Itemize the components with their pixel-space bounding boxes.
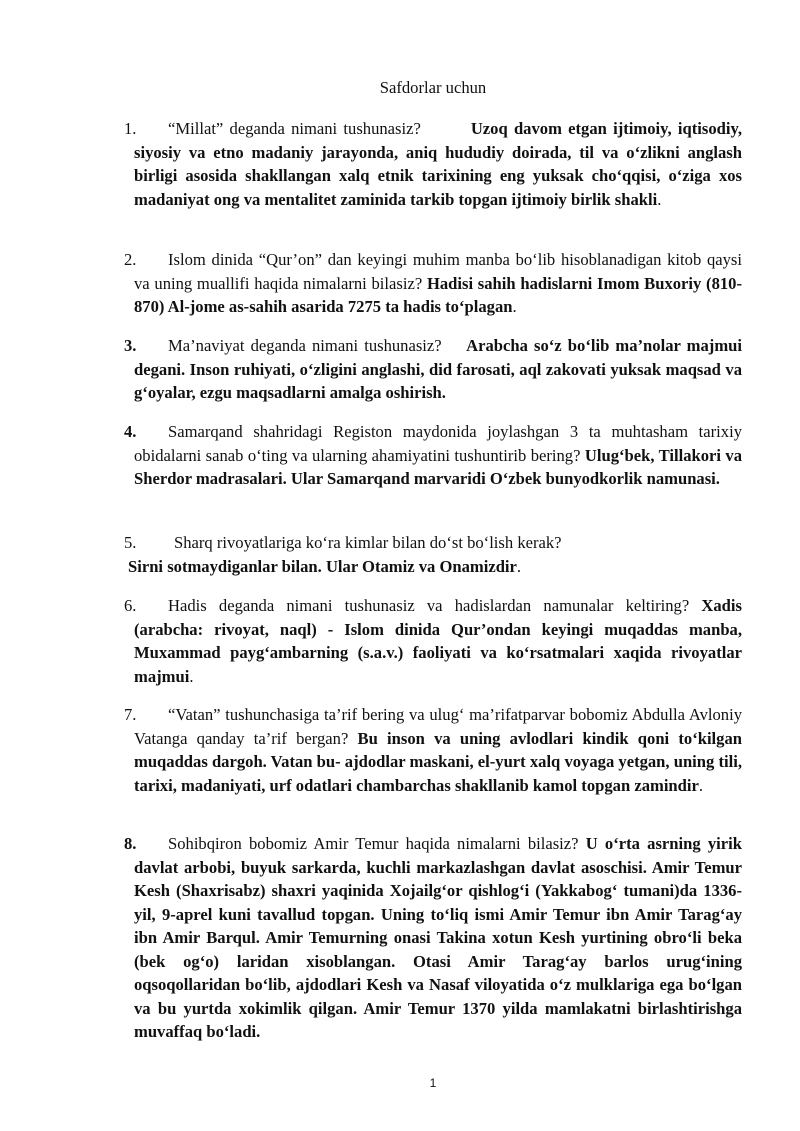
answer-text: Hadisi sahih hadislarni Imom Buxoriy (810-870) Al-jome as-sahih asarida 7275 ta hadis to‘plagan — [134, 273, 742, 316]
answer-tail: . — [512, 297, 517, 316]
question-item — [124, 117, 742, 211]
page-number: 1 — [429, 1076, 437, 1090]
answer-text: Xadis (arabcha: rivoyat, naql) - Islom dinida Qur’ondan keyingi muqaddas manba, Muxammad payg‘ambarning (s.a.v.) faoliyati va ko‘rsatmalari xaqida rivoyatlar majmui — [134, 596, 742, 686]
answer-tail: . — [516, 556, 522, 576]
item-number: 1. — [124, 119, 137, 138]
question-item — [124, 594, 742, 688]
question-text: Ma’naviyat deganda nimani tushunasiz? — [168, 336, 442, 355]
item-number: 2. — [124, 250, 137, 269]
item-number: 8. — [124, 834, 137, 853]
question-text: Hadis deganda nimani tushunasiz va hadislardan namunalar keltiring? — [168, 596, 690, 615]
question-text: Sharq rivoyatlariga ko‘ra kimlar bilan do‘st bo‘lish kerak? — [174, 533, 562, 552]
document-title: Safdorlar uchun — [379, 78, 487, 97]
answer-text: Arabcha so‘z bo‘lib ma’nolar majmui degani. Inson ruhiyati, o‘zligini anglashi, did farosati, aql zakovati yuksak maqsad va g‘oyalar, ezgu maqsadlarni amalga oshirish. — [134, 336, 742, 402]
item-number: 3. — [124, 336, 137, 355]
question-item — [124, 703, 742, 797]
question-item — [124, 420, 742, 491]
item-number: 5. — [124, 533, 137, 552]
question-item — [124, 531, 742, 578]
question-text: “Vatan” tushunchasiga ta’rif bering va ulug‘ ma’rifatparvar bobomiz Abdulla Avloniy Vatanga qanday ta’rif bergan? — [134, 705, 742, 748]
question-text: “Millat” deganda nimani tushunasiz? — [168, 119, 421, 138]
question-text: Samarqand shahridagi Registon maydonida joylashgan 3 ta muhtasham tarixiy obidalarni sanab o‘ting va ularning ahamiyatini tushuntirib bering? — [134, 422, 742, 465]
question-text: Sohibqiron bobomiz Amir Temur haqida nimalarni bilasiz? — [168, 834, 579, 853]
answer-tail: . — [189, 666, 194, 686]
answer-text: Uzoq davom etgan ijtimoiy, iqtisodiy, siyosiy va etno madaniy jarayonda, aniq hududiy doirada, til va o‘zlikni anglash birligi asosida shakllangan xalq etnik tarixining eng yuksak cho‘qqisi, o‘ziga xos madaniyat ong va mentalitet zaminida tarkib topgan ijtimoiy birlik shakli — [134, 119, 742, 209]
question-text: Islom dinida “Qur’on” dan keyingi muhim manba bo‘lib hisoblanadigan kitob qaysi va uning muallifi haqida nimalarni bilasiz? — [134, 250, 742, 293]
question-item — [124, 334, 742, 405]
answer-text: U o‘rta asrning yirik davlat arbobi, buyuk sarkarda, kuchli markazlashgan davlat asoschisi. Amir Temur Kesh (Shaxrisabz) shaxri yaqinida Xojailg‘or qishlog‘i (Yakkabog‘ tumani)da 1336-yil, 9-aprel kuni tavallud topgan. Uning to‘liq ismi Amir Temur ibn Amir Tarag‘ay ibn Amir Barqul. Amir Temurning onasi Takina xotun Kesh yurtining obro‘li beka (bek og‘o) laridan xisoblangan. Otasi Amir Tarag‘ay barlos urug‘ining oqsoqollaridan bo‘lib, ajdodlari Kesh va Nasaf viloyatida o‘z mulklariga ega bo‘lgan va bu yurtda xokimlik qilgan. Amir Temur 1370 yilda mamlakatni birlashtirishga muvaffaq bo‘ladi. — [134, 834, 742, 1041]
question-item — [124, 248, 742, 319]
item-number: 4. — [124, 422, 137, 441]
item-number: 6. — [124, 596, 137, 615]
item-number: 7. — [124, 705, 137, 724]
answer-tail: . — [657, 189, 662, 209]
question-item — [124, 832, 742, 1044]
answer-text: Bu inson va uning avlodlari kindik qoni to‘kilgan muqaddas dargoh. Vatan bu- ajdodlar maskani, el-yurt xalq voyaga yetgan, uning tili, tarixi, madaniyati, urf odatlari chambarchas shakllanib kamol topgan zamindir — [134, 728, 742, 795]
answer-text: Sirni sotmaydiganlar bilan. Ular Otamiz va Onamizdir — [128, 556, 517, 576]
answer-tail: . — [698, 775, 704, 795]
answer-text: Ulug‘bek, Tillakori va Sherdor madrasalari. Ular Samarqand marvaridi O‘zbek bunyodkorlik namunasi. — [134, 445, 742, 488]
